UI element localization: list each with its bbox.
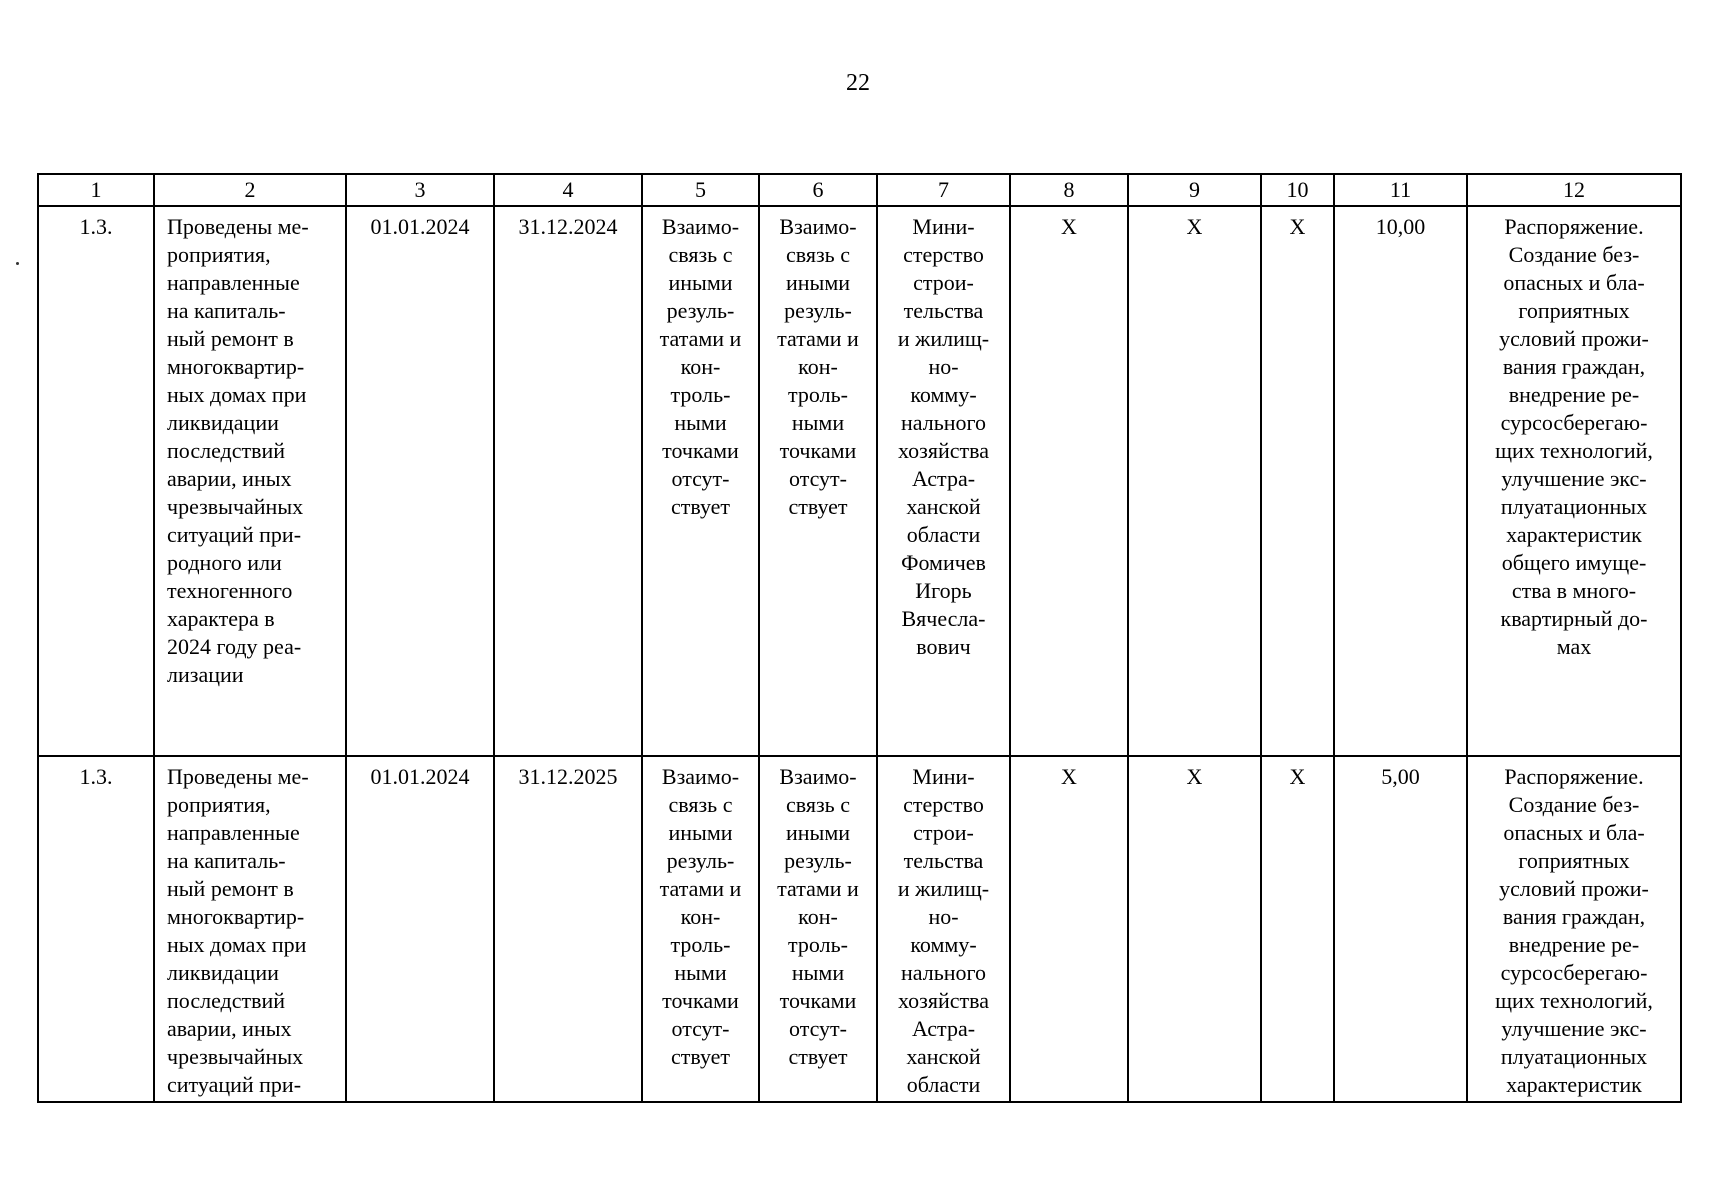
relation-cell: Взаимо- связь с иными резуль- татами и кон- троль- ными точками отсут- ствует (642, 756, 759, 1102)
result-description: Проведены ме- роприятия, направленные на капиталь- ный ремонт в многоквартир- ных домах при ликвидации последствий аварии, иных чрезвычайных ситуаций при- родного или техногенного характера в 2024 году реа- лизации (154, 206, 346, 756)
page-number: 22 (846, 70, 870, 96)
header-cell: 5 (642, 174, 759, 206)
start-date: 01.01.2024 (346, 756, 494, 1102)
scan-dot (16, 262, 19, 265)
start-date: 01.01.2024 (346, 206, 494, 756)
table-row (38, 756, 1681, 1102)
header-cell: 11 (1334, 174, 1467, 206)
header-cell: 3 (346, 174, 494, 206)
relation-cell: Взаимо- связь с иными резуль- татами и кон- троль- ными точками отсут- ствует (759, 756, 877, 1102)
x-mark: X (1128, 756, 1261, 1102)
x-mark: X (1128, 206, 1261, 756)
header-cell: 8 (1010, 174, 1128, 206)
header-cell: 12 (1467, 174, 1681, 206)
header-cell: 10 (1261, 174, 1334, 206)
responsible-executor: Мини- стерство строи- тельства и жилищ- но- комму- нального хозяйства Астра- ханской области Фомичев Игорь Вячесла- вович (877, 206, 1010, 756)
end-date: 31.12.2024 (494, 206, 642, 756)
relation-cell: Взаимо- связь с иными резуль- татами и кон- троль- ными точками отсут- ствует (759, 206, 877, 756)
document-cell: Распоряжение. Создание без- опасных и бла- гоприятных условий прожи- вания граждан, внедрение ре- сурсосберегаю- щих технологий, улучшение экс- плуатационных характеристик общего имуще- ства в много- квартирный до- мах (1467, 206, 1681, 756)
value-cell: 5,00 (1334, 756, 1467, 1102)
header-cell: 1 (38, 174, 154, 206)
row-number: 1.3. (38, 206, 154, 756)
header-cell: 7 (877, 174, 1010, 206)
x-mark: X (1010, 206, 1128, 756)
x-mark: X (1261, 206, 1334, 756)
responsible-executor: Мини- стерство строи- тельства и жилищ- но- комму- нального хозяйства Астра- ханской области (877, 756, 1010, 1102)
table-row (38, 206, 1681, 756)
table-header-row (38, 174, 1681, 206)
row-number: 1.3. (38, 756, 154, 1102)
header-cell: 9 (1128, 174, 1261, 206)
x-mark: X (1010, 756, 1128, 1102)
relation-cell: Взаимо- связь с иными резуль- татами и кон- троль- ными точками отсут- ствует (642, 206, 759, 756)
x-mark: X (1261, 756, 1334, 1102)
end-date: 31.12.2025 (494, 756, 642, 1102)
header-cell: 4 (494, 174, 642, 206)
header-cell: 6 (759, 174, 877, 206)
document-cell: Распоряжение. Создание без- опасных и бла- гоприятных условий прожи- вания граждан, внедрение ре- сурсосберегаю- щих технологий, улучшение экс- плуатационных характеристик (1467, 756, 1681, 1102)
results-table (37, 173, 1682, 1103)
value-cell: 10,00 (1334, 206, 1467, 756)
header-cell: 2 (154, 174, 346, 206)
result-description: Проведены ме- роприятия, направленные на капиталь- ный ремонт в многоквартир- ных домах при ликвидации последствий аварии, иных чрезвычайных ситуаций при- (154, 756, 346, 1102)
